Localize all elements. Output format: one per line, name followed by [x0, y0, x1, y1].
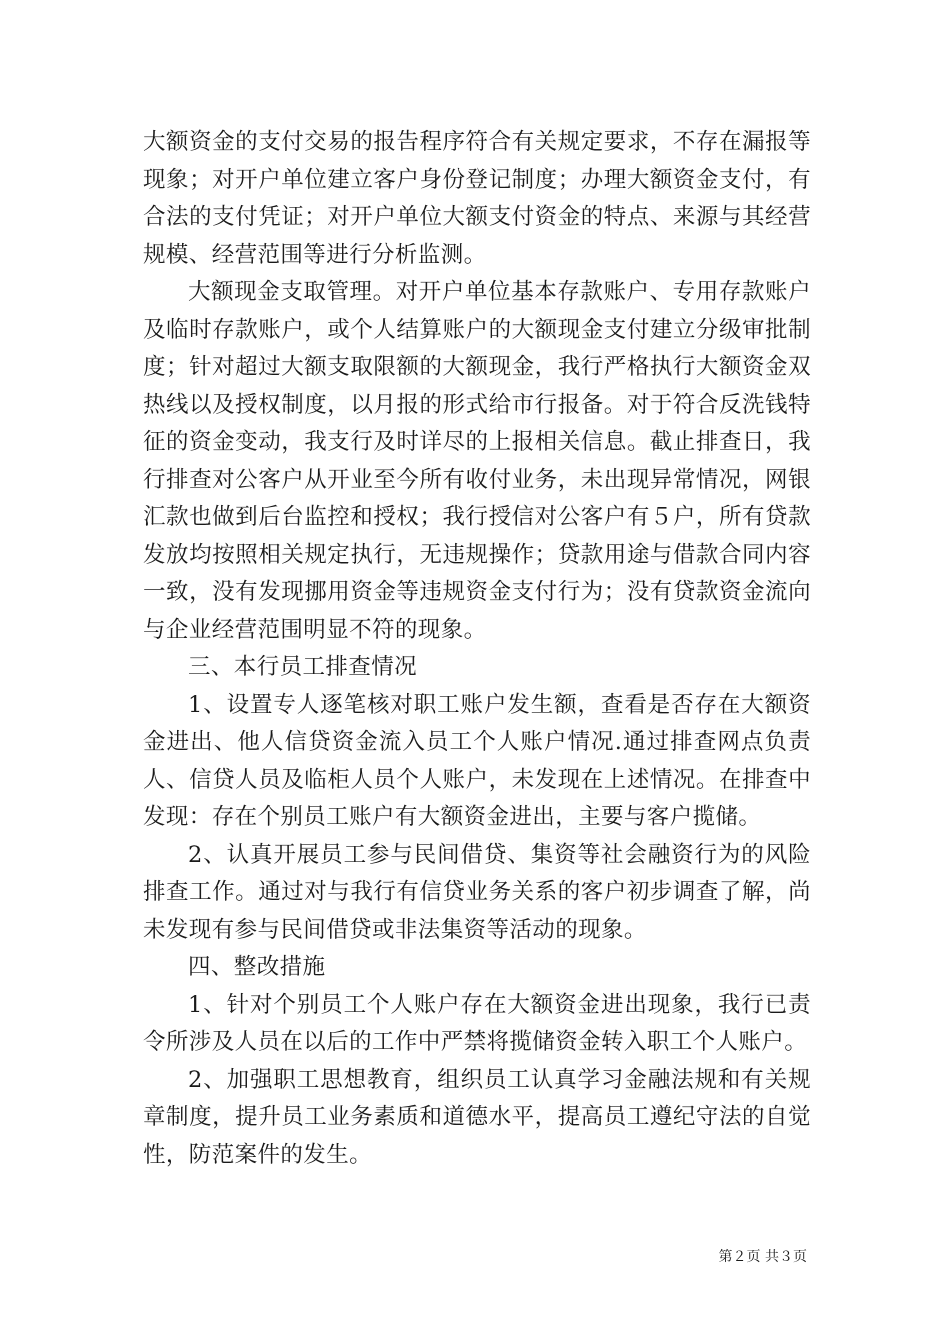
paragraph-rectification-2: 2、加强职工思想教育，组织员工认真学习金融法规和有关规章制度，提升员工业务素质和道德水平，提高员工遵纪守法的自觉性，防范案件的发生。: [143, 1066, 811, 1168]
paragraph-staff-2: 2、认真开展员工参与民间借贷、集资等社会融资行为的风险排查工作。通过对与我行有信贷业务关系的客户初步调查了解，尚未发现有参与民间借贷或非法集资等活动的现象。: [143, 841, 811, 943]
paragraph-rectification-1: 1、针对个别员工个人账户存在大额资金进出现象，我行已责令所涉及人员在以后的工作中严禁将揽储资金转入职工个人账户。: [143, 991, 811, 1055]
section-heading-staff-check: 三、本行员工排查情况: [188, 654, 418, 680]
paragraph-staff-1: 1、设置专人逐笔核对职工账户发生额，查看是否存在大额资金进出、他人信贷资金流入员工个人账户情况.通过排查网点负责人、信贷人员及临柜人员个人账户，未发现在上述情况。在排查中发现：存在个别员工账户有大额资金进出，主要与客户揽储。: [143, 691, 811, 830]
paragraph-continuation: 大额资金的支付交易的报告程序符合有关规定要求，不存在漏报等现象；对开户单位建立客户身份登记制度；办理大额资金支付，有合法的支付凭证；对开户单位大额支付资金的特点、来源与其经营规模、经营范围等进行分析监测。: [143, 129, 811, 268]
page-indicator: 第２页 共３页: [718, 1249, 807, 1265]
document-body: [143, 124, 811, 1174]
paragraph-cash-withdrawal: 大额现金支取管理。对开户单位基本存款账户、专用存款账户及临时存款账户，或个人结算账户的大额现金支付建立分级审批制度；针对超过大额支取限额的大额现金，我行严格执行大额资金双热线以及授权制度，以月报的形式给市行报备。对于符合反洗钱特征的资金变动，我支行及时详尽的上报相关信息。截止排查日，我行排查对公客户从开业至今所有收付业务，未出现异常情况，网银汇款也做到后台监控和授权；我行授信对公客户有５户，所有贷款发放均按照相关规定执行，无违规操作；贷款用途与借款合同内容一致，没有发现挪用资金等违规资金支付行为；没有贷款资金流向与企业经营范围明显不符的现象。: [143, 279, 811, 643]
section-heading-rectification: 四、整改措施: [188, 954, 326, 980]
